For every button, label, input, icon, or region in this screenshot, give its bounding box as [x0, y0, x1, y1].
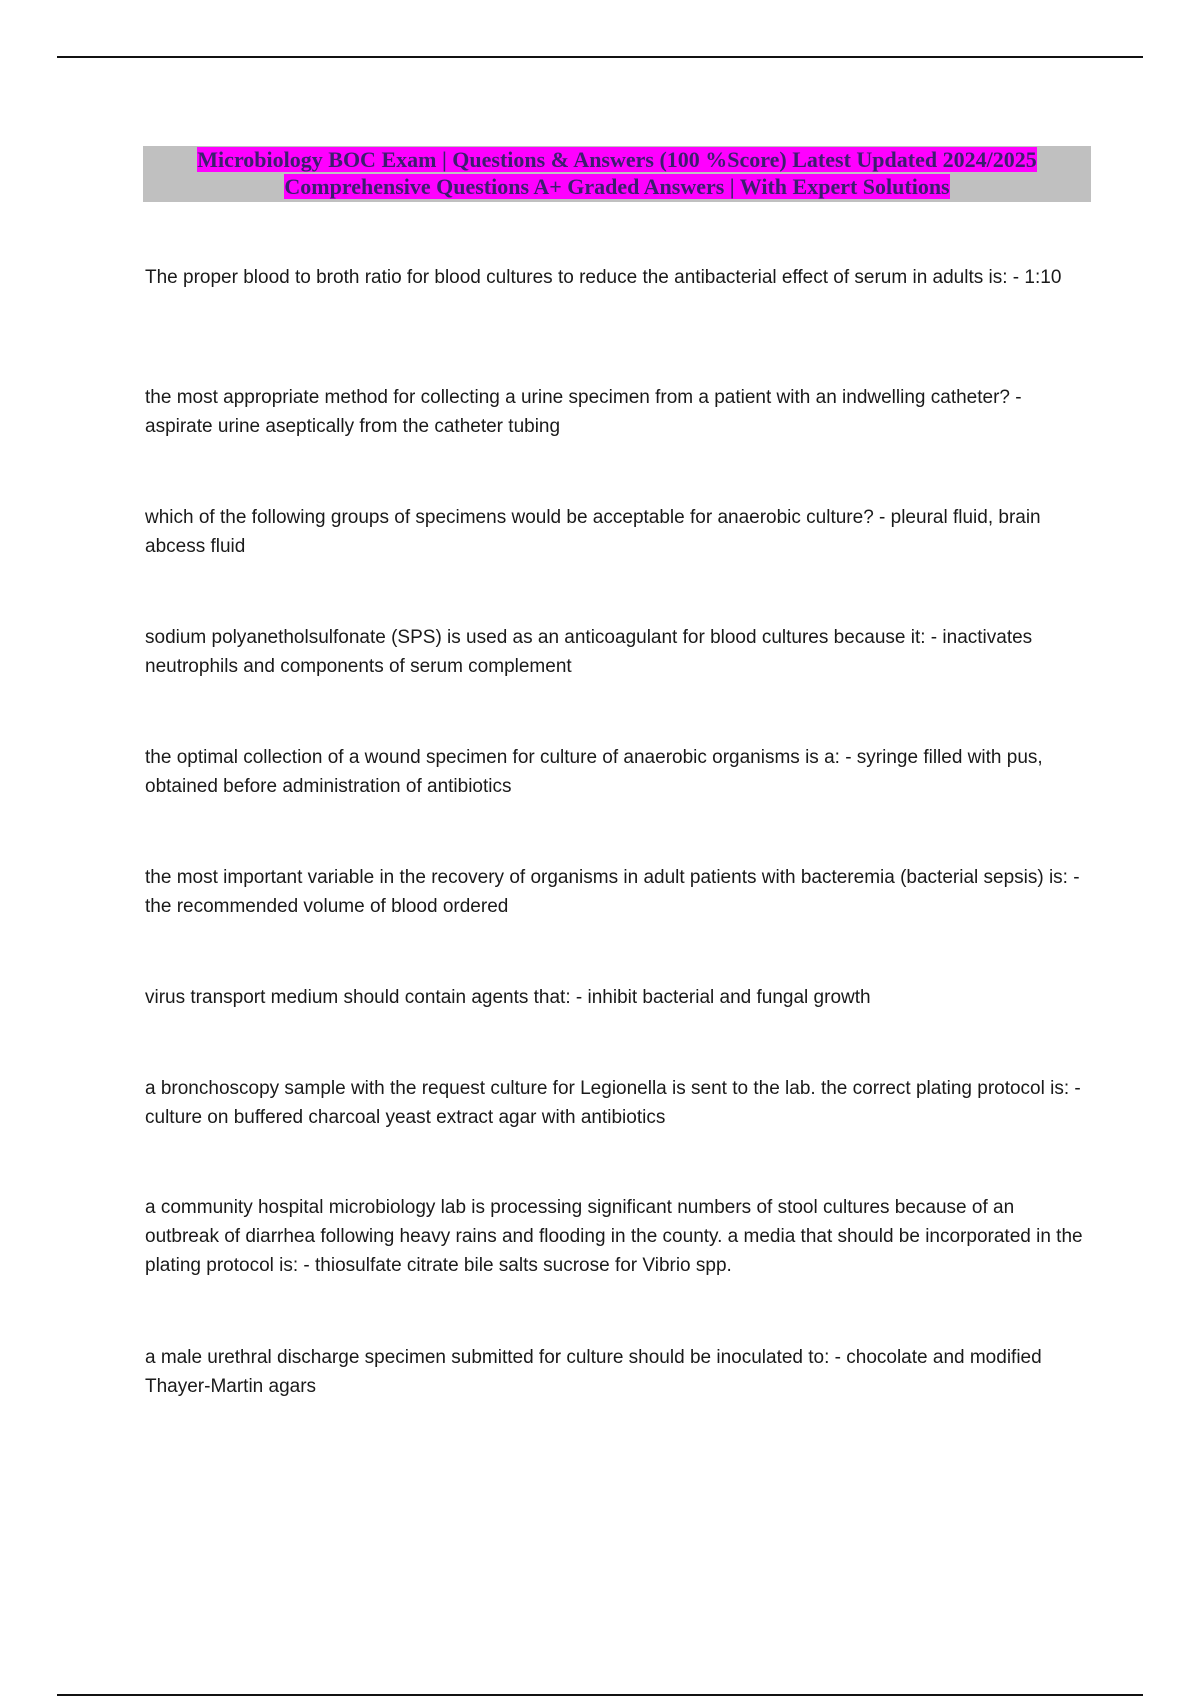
qa-item: virus transport medium should contain agents that: - inhibit bacterial and fungal growth: [145, 987, 871, 1008]
qa-item: the most important variable in the recovery of organisms in adult patients with bacteremia (bacterial sepsis) is: - the recommended volume of blood ordered: [145, 867, 1080, 917]
qa-item: the most appropriate method for collecting a urine specimen from a patient with an indwelling catheter? - aspirate urine aseptically from the catheter tubing: [145, 387, 1022, 437]
qa-item: a male urethral discharge specimen submitted for culture should be inoculated to: - chocolate and modified Thayer-Martin agars: [145, 1347, 1042, 1397]
qa-item: sodium polyanetholsulfonate (SPS) is used as an anticoagulant for blood cultures because it: - inactivates neutrophils and components of serum complement: [145, 627, 1033, 677]
title-line-2: Comprehensive Questions A+ Graded Answers | With Expert Solutions: [284, 174, 950, 199]
qa-item: The proper blood to broth ratio for blood cultures to reduce the antibacterial effect of serum in adults is: - 1:10: [145, 267, 1062, 288]
top-rule: [57, 56, 1143, 58]
qa-item: a community hospital microbiology lab is processing significant numbers of stool cultures because of an outbreak of diarrhea following heavy rains and flooding in the county. a media that should be incorporated in the plating protocol is: - thiosulfate citrate bile salts sucrose for Vibrio spp.: [145, 1197, 1083, 1276]
bottom-rule: [57, 1694, 1143, 1696]
qa-item: a bronchoscopy sample with the request culture for Legionella is sent to the lab. the correct plating protocol is: - culture on buffered charcoal yeast extract agar with antibiotics: [145, 1078, 1081, 1128]
qa-item: which of the following groups of specimens would be acceptable for anaerobic culture? - pleural fluid, brain abcess fluid: [145, 507, 1041, 557]
title-line-1: Microbiology BOC Exam | Questions & Answers (100 %Score) Latest Updated 2024/2025: [197, 147, 1037, 172]
document-title: [143, 146, 1091, 202]
qa-item: the optimal collection of a wound specimen for culture of anaerobic organisms is a: - syringe filled with pus, obtained before administration of antibiotics: [145, 747, 1043, 797]
